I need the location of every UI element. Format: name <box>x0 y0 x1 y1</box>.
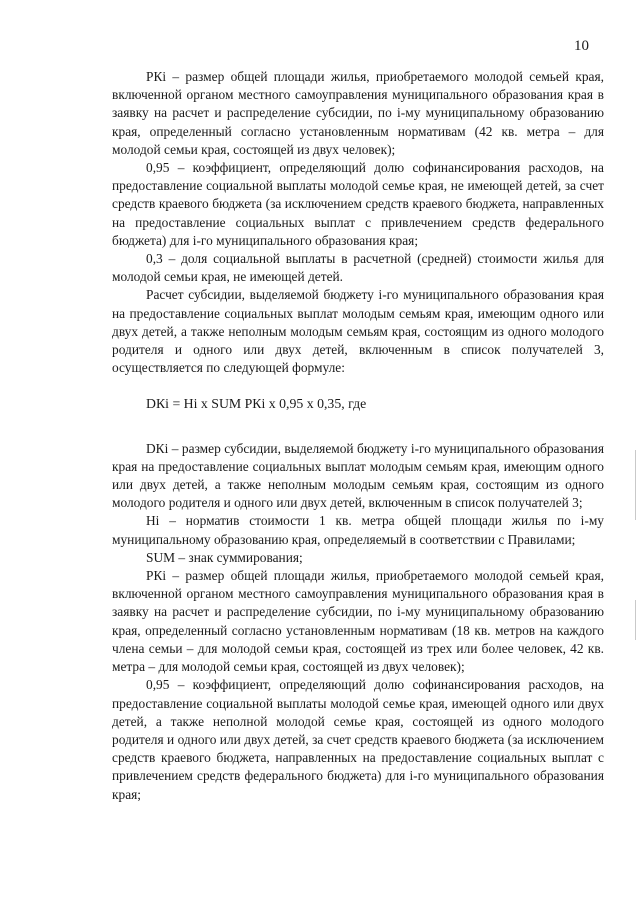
scan-edge-mark <box>635 450 636 520</box>
definition-h: Нi – норматив стоимости 1 кв. метра общей площади жилья по i-му муниципальному образованию края, определяемый в соответствии с Правилами; <box>112 513 604 547</box>
definition-rk: РКi – размер общей площади жилья, приобретаемого молодой семьей края, включенной органом местного самоуправления муниципального образования края в заявку на расчет и распределение субсидии, по i-му муниципальному образованию края, определенный согласно установленным нормативам (18 кв. метров на каждого члена семьи – для молодой семьи края, состоящей из трех или более человек, 42 кв. метра – для молодой семьи края, состоящей из двух человек); <box>112 568 604 675</box>
definition-coefficient-095: 0,95 – коэффициент, определяющий долю софинансирования расходов, на предоставление социальной выплаты молодой семье края, имеющей одного или двух детей, а также неполной молодой семье края, состоящей из одного молодого родителя и одного или двух детей, за счет средств краевого бюджета (за исключением средств краевого бюджета, направленных на предоставление социальных выплат с привлечением средств федерального бюджета) для i-го муниципального образования края; <box>112 677 604 802</box>
definition-sum: SUM – знак суммирования; <box>146 549 303 565</box>
paragraph-coefficient-095: 0,95 – коэффициент, определяющий долю софинансирования расходов, на предоставление социальной выплаты молодой семье края, не имеющей детей, за счет средств краевого бюджета (за исключением средств краевого бюджета, направленных на предоставление социальных выплат с привлечением средств федерального бюджета) для i-го муниципального образования края; <box>112 160 604 248</box>
paragraph-rk-definition: РКi – размер общей площади жилья, приобретаемого молодой семьей края, включенной органом местного самоуправления муниципального образования края в заявку на расчет и распределение субсидии, по i-му муниципальному образованию края, определенный согласно установленным нормативам (42 кв. метра – для молодой семьи края, состоящей из двух человек); <box>112 69 604 157</box>
document-body <box>112 68 604 804</box>
formula: DКi = Нi x SUM РКi x 0,95 x 0,35, где <box>146 396 367 412</box>
paragraph-subsidy-calculation: Расчет субсидии, выделяемой бюджету i-го муниципального образования края на предоставление социальных выплат молодым семьям края, имеющим одного или двух детей, а также неполным молодым семьям края, состоящим из одного молодого родителя и одного или двух детей, включенным в список получателей 3, осуществляется по следующей формуле: <box>112 287 604 376</box>
paragraph-share-03: 0,3 – доля социальной выплаты в расчетной (средней) стоимости жилья для молодой семьи края, не имеющей детей. <box>112 251 604 285</box>
scan-edge-mark <box>635 600 636 640</box>
definition-dk: DКi – размер субсидии, выделяемой бюджету i-го муниципального образования края на предоставление социальных выплат молодым семьям края, имеющим одного или двух детей, а также неполным молодым семьям края, состоящим из одного молодого родителя и одного или двух детей, включенным в список получателей 3; <box>112 440 604 511</box>
page-number: 10 <box>574 38 589 54</box>
